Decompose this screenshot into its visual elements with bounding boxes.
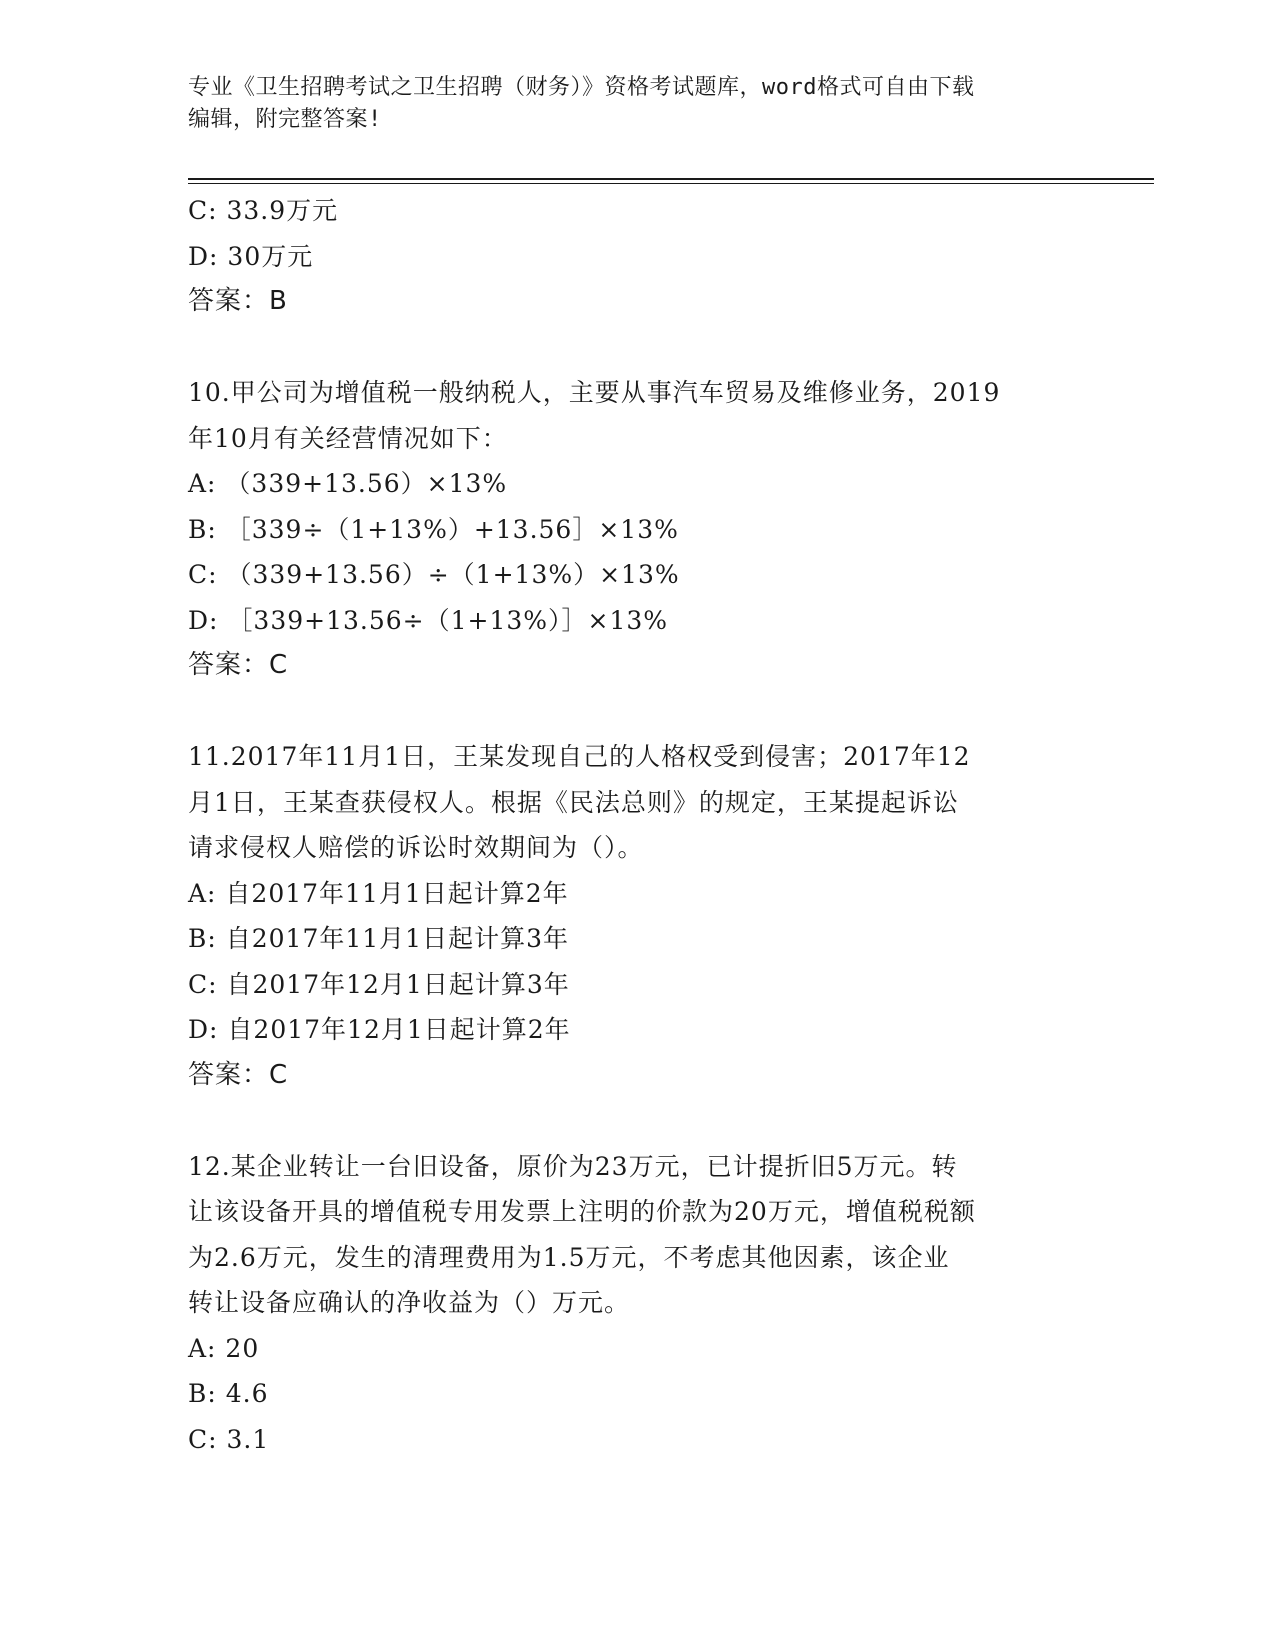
answer: 答案：C (188, 650, 289, 680)
answer: 答案：B (188, 286, 288, 316)
option-c: C: （339+13.56）÷（1+13%）×13% (188, 560, 680, 589)
question-text-line: 月1日，王某查获侵权人。根据《民法总则》的规定，王某提起诉讼 (188, 787, 959, 817)
option-d: D: 自2017年12月1日起计算2年 (188, 1015, 571, 1044)
option-a: A: 自2017年11月1日起计算2年 (188, 878, 569, 908)
question-text-line: 10.甲公司为增值税一般纳税人，主要从事汽车贸易及维修业务，2019 (188, 378, 1001, 407)
question-prev (188, 188, 1068, 325)
option-a: A: 20 (188, 1333, 260, 1363)
document-body (188, 188, 1068, 1462)
header-line-1: 专业《卫生招聘考试之卫生招聘（财务）》资格考试题库，word格式可自由下载 (188, 75, 975, 100)
option-c: C: 3.1 (188, 1424, 270, 1454)
question-text-line: 转让设备应确认的净收益为（）万元。 (188, 1288, 631, 1317)
spacer (188, 689, 1068, 735)
option-b: B: ［339÷（1+13%）+13.56］×13% (188, 514, 679, 544)
option-a: A: （339+13.56）×13% (188, 469, 508, 498)
option-b: B: 自2017年11月1日起计算3年 (188, 924, 569, 953)
question-text-line: 为2.6万元，发生的清理费用为1.5万元，不考虑其他因素，该企业 (188, 1242, 950, 1272)
question-text-line: 12.某企业转让一台旧设备，原价为23万元，已计提折旧5万元。转 (188, 1151, 958, 1181)
option-d: D: ［339+13.56÷（1+13%）］×13% (188, 605, 669, 635)
spacer (188, 1098, 1068, 1144)
question-text-line: 请求侵权人赔偿的诉讼时效期间为（）。 (188, 833, 644, 862)
option-c: C: 33.9万元 (188, 196, 339, 225)
question-text-line: 年10月有关经营情况如下： (188, 423, 508, 453)
header-line-2: 编辑，附完整答案! (188, 107, 382, 132)
spacer (188, 325, 1068, 371)
header-divider-thick (188, 178, 1154, 180)
question-text-line: 让该设备开具的增值税专用发票上注明的价款为20万元，增值税税额 (188, 1197, 976, 1226)
header-divider-thin (188, 183, 1154, 184)
option-b: B: 4.6 (188, 1379, 269, 1408)
option-c: C: 自2017年12月1日起计算3年 (188, 969, 570, 999)
question-10 (188, 370, 1068, 689)
option-d: D: 30万元 (188, 241, 314, 271)
answer: 答案：C (188, 1059, 289, 1090)
question-text-line: 11.2017年11月1日，王某发现自己的人格权受到侵害；2017年12 (188, 742, 971, 771)
question-11 (188, 734, 1068, 1098)
document-header (188, 72, 1068, 136)
question-12 (188, 1144, 1068, 1463)
